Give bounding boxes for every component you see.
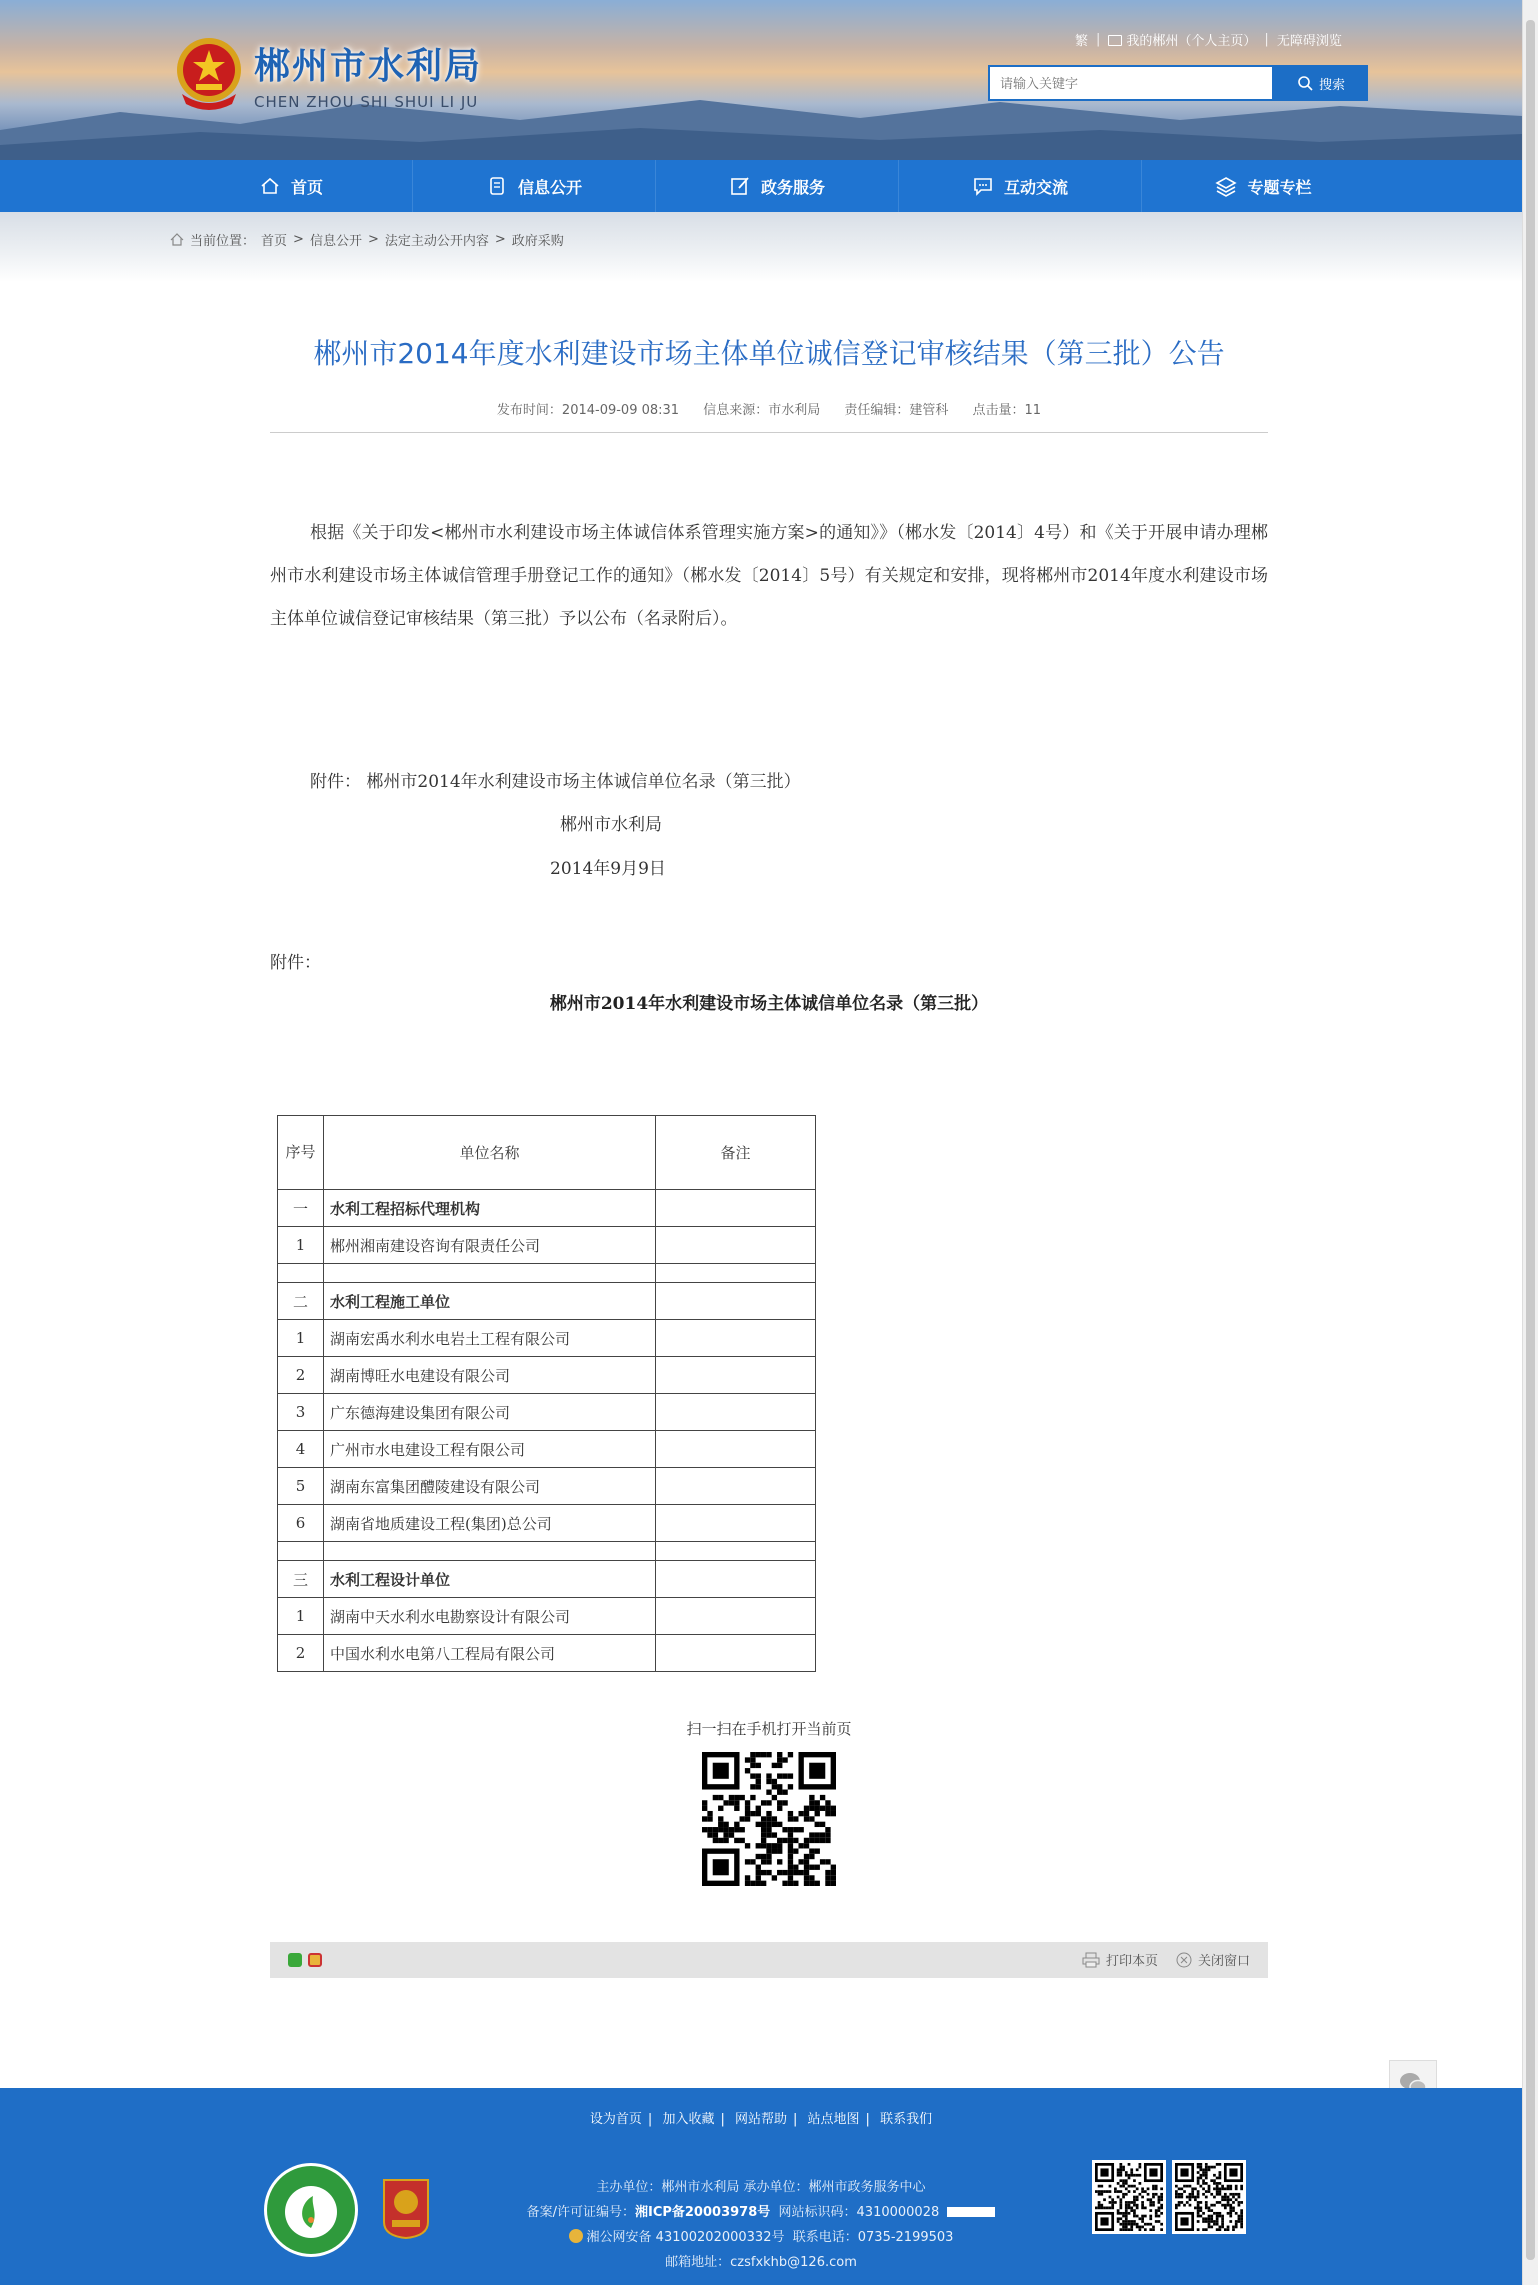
hit-count: 点击量：11 [972, 403, 1042, 418]
nav-government-services-label: 政务服务 [760, 177, 825, 197]
party-government-badge-icon[interactable] [380, 2178, 432, 2240]
page-qr-code [702, 1752, 836, 1886]
article-meta [270, 399, 1268, 418]
footer-qr-code-1 [1092, 2160, 1166, 2234]
main-nav [0, 160, 1522, 212]
cell-note [656, 1357, 816, 1394]
my-chenzhou-label: 我的郴州（个人主页） [1126, 34, 1257, 49]
top-links [1075, 30, 1342, 49]
site-code: 网站标识码：4310000028 [778, 2205, 940, 2220]
cell-seq: 3 [278, 1394, 324, 1431]
share-bar [270, 1942, 1268, 1978]
table-row [278, 1635, 816, 1672]
cell-note [656, 1542, 816, 1561]
table-row [278, 1190, 816, 1227]
nav-info-disclosure[interactable] [413, 160, 656, 212]
cell-seq: 三 [278, 1561, 324, 1598]
breadcrumb-separator: > [494, 232, 506, 247]
contact-phone: 联系电话：0735-2199503 [792, 2230, 954, 2245]
cell-seq: 1 [278, 1320, 324, 1357]
cell-note [656, 1598, 816, 1635]
cell-seq: 4 [278, 1431, 324, 1468]
table-header-row [278, 1116, 816, 1190]
table-title: 郴州市2014年水利建设市场主体诚信单位名录（第三批） [549, 994, 989, 1014]
nav-special-topics-label: 专题专栏 [1247, 177, 1312, 197]
nav-special-topics[interactable] [1142, 160, 1385, 212]
cell-unit-name [324, 1542, 656, 1561]
contact-us-link[interactable]: 联系我们 [880, 2112, 933, 2127]
footer-icp-line [0, 2201, 1522, 2220]
scrollbar-thumb[interactable] [1526, 20, 1535, 2260]
table-row-blank [278, 1264, 816, 1283]
breadcrumb-separator: > [293, 232, 304, 247]
nav-interaction[interactable] [899, 160, 1142, 212]
cell-seq [278, 1542, 324, 1561]
site-help-link[interactable]: 网站帮助 [734, 2112, 787, 2127]
cell-unit-name: 水利工程施工单位 [324, 1283, 656, 1320]
wechat-share-icon[interactable] [288, 1953, 302, 1967]
nav-info-disclosure-label: 信息公开 [517, 177, 582, 197]
home-icon [170, 233, 184, 246]
cell-seq: 二 [278, 1283, 324, 1320]
close-window-button[interactable] [1176, 1950, 1250, 1969]
cell-note [656, 1468, 816, 1505]
cell-note [656, 1190, 816, 1227]
table-row [278, 1283, 816, 1320]
separator: | [1096, 32, 1101, 47]
cell-note [656, 1635, 816, 1672]
traditional-chinese-link[interactable]: 繁 [1075, 34, 1089, 49]
attachment-line: 附件： 郴州市2014年水利建设市场主体诚信单位名录（第三批） [310, 772, 801, 792]
cell-seq: 5 [278, 1468, 324, 1505]
cell-seq: 2 [278, 1357, 324, 1394]
table-row [278, 1227, 816, 1264]
cell-unit-name: 湖南东富集团醴陵建设有限公司 [324, 1468, 656, 1505]
table-row [278, 1431, 816, 1468]
attachment-label: 附件： [270, 953, 321, 973]
search-button[interactable] [1274, 65, 1368, 101]
article-title: 郴州市2014年度水利建设市场主体单位诚信登记审核结果（第三批）公告 [313, 337, 1225, 370]
cell-seq: 2 [278, 1635, 324, 1672]
cell-note [656, 1283, 816, 1320]
cell-note [656, 1431, 816, 1468]
print-page-label: 打印本页 [1105, 1954, 1158, 1969]
breadcrumb-info-disclosure[interactable]: 信息公开 [309, 234, 362, 249]
site-footer [0, 2088, 1522, 2285]
publish-time: 发布时间：2014-09-09 08:31 [496, 403, 680, 418]
signer: 郴州市水利局 [560, 815, 662, 835]
page-scrollbar[interactable] [1522, 0, 1538, 2285]
table-row [278, 1357, 816, 1394]
cell-seq: 一 [278, 1190, 324, 1227]
cell-unit-name: 湖南博旺水电建设有限公司 [324, 1357, 656, 1394]
table-row [278, 1505, 816, 1542]
sign-date: 2014年9月9日 [550, 859, 666, 879]
chat-icon [972, 175, 994, 197]
cell-unit-name: 中国水利水电第八工程局有限公司 [324, 1635, 656, 1672]
breadcrumb-home[interactable]: 首页 [261, 234, 288, 249]
monitor-icon [1108, 35, 1122, 46]
breadcrumb-statutory-content[interactable]: 法定主动公开内容 [384, 234, 489, 249]
site-header [0, 0, 1522, 160]
cell-note [656, 1561, 816, 1598]
edit-icon [729, 175, 751, 197]
cell-unit-name: 湖南宏禹水利水电岩土工程有限公司 [324, 1320, 656, 1357]
cell-note [656, 1320, 816, 1357]
info-source: 信息来源：市水利局 [703, 403, 821, 418]
cell-seq [278, 1264, 324, 1283]
home-icon [259, 175, 281, 197]
header-note: 备注 [656, 1116, 816, 1190]
divider [270, 432, 1268, 433]
footer-police-line [0, 2226, 1522, 2245]
cell-unit-name [324, 1264, 656, 1283]
header-seq: 序号 [278, 1116, 324, 1190]
cell-unit-name: 郴州湘南建设咨询有限责任公司 [324, 1227, 656, 1264]
civilized-unit-badge-icon[interactable] [263, 2162, 359, 2258]
search-button-label: 搜索 [1318, 77, 1345, 93]
cnzz-icon[interactable] [947, 2207, 995, 2217]
search-bar [988, 65, 1368, 101]
document-icon [486, 175, 508, 197]
table-row-blank [278, 1542, 816, 1561]
nav-interaction-label: 互动交流 [1003, 177, 1068, 197]
qr-caption: 扫一扫在手机打开当前页 [686, 1720, 852, 1738]
unit-list-table [277, 1115, 816, 1672]
national-emblem-icon [172, 34, 246, 114]
nav-home-label: 首页 [290, 177, 323, 197]
separator: | [1264, 32, 1269, 47]
cell-note [656, 1394, 816, 1431]
site-subtitle: CHEN ZHOU SHI SHUI LI JU [254, 92, 479, 111]
header-unit-name: 单位名称 [324, 1116, 656, 1190]
table-row [278, 1394, 816, 1431]
footer-links: 设为首页 | 加入收藏 | 网站帮助 | 站点地图 | 联系我们 [589, 2112, 933, 2127]
breadcrumb-separator: > [367, 232, 379, 247]
cell-note [656, 1227, 816, 1264]
cell-seq: 6 [278, 1505, 324, 1542]
icp-label: 备案/许可证编号： [526, 2205, 635, 2220]
table-row [278, 1468, 816, 1505]
footer-sponsor: 主办单位：郴州市水利局 承办单位：郴州市政务服务中心 [596, 2180, 926, 2195]
cell-note [656, 1505, 816, 1542]
close-icon [1176, 1952, 1192, 1968]
cell-unit-name: 湖南省地质建设工程(集团)总公司 [324, 1505, 656, 1542]
cell-unit-name: 湖南中天水利水电勘察设计有限公司 [324, 1598, 656, 1635]
article-body: 根据《关于印发<郴州市水利建设市场主体诚信体系管理实施方案>的通知》》（郴水发〔2014〕4号）和《关于开展申请办理郴州市水利建设市场主体诚信管理手册登记工作的通知》（郴水发〔2014〕5号）有关规定和安排，现将郴州市2014年度水利建设市场主体单位诚信登记审核结果（第三批）予以公布（名录附后）。 [270, 523, 1268, 629]
cell-unit-name: 广州市水电建设工程有限公司 [324, 1431, 656, 1468]
set-homepage-link[interactable]: 设为首页 [589, 2112, 642, 2127]
cell-unit-name: 水利工程设计单位 [324, 1561, 656, 1598]
cell-seq: 1 [278, 1598, 324, 1635]
site-title: 郴州市水利局 [254, 45, 483, 87]
printer-icon [1082, 1952, 1100, 1968]
site-logo[interactable] [172, 34, 482, 114]
nav-home[interactable] [170, 160, 413, 212]
breadcrumb-procurement[interactable]: 政府采购 [511, 234, 564, 249]
footer-email: 邮箱地址：czsfxkhb@126.com [665, 2255, 857, 2270]
table-row [278, 1561, 816, 1598]
breadcrumb [170, 230, 564, 249]
close-window-label: 关闭窗口 [1197, 1954, 1250, 1969]
icp-link[interactable]: 湘ICP备20003978号 [634, 2205, 771, 2220]
weibo-share-icon[interactable] [308, 1953, 322, 1967]
footer-qr-code-2 [1172, 2160, 1246, 2234]
search-input[interactable] [988, 65, 1274, 101]
cell-unit-name: 水利工程招标代理机构 [324, 1190, 656, 1227]
police-record-link[interactable]: 湘公网安备 43100202000332号 [586, 2230, 785, 2245]
accessible-browse-link[interactable]: 无障碍浏览 [1276, 34, 1342, 49]
search-icon [1297, 75, 1313, 91]
nav-government-services[interactable] [656, 160, 899, 212]
breadcrumb-prefix: 当前位置： [190, 234, 256, 249]
my-chenzhou-link[interactable] [1108, 30, 1256, 49]
responsible-editor: 责任编辑：建管科 [844, 403, 949, 418]
table-row [278, 1320, 816, 1357]
police-badge-icon [569, 2229, 583, 2243]
cell-unit-name: 广东德海建设集团有限公司 [324, 1394, 656, 1431]
cell-seq: 1 [278, 1227, 324, 1264]
cell-note [656, 1264, 816, 1283]
sitemap-link[interactable]: 站点地图 [807, 2112, 860, 2127]
table-row [278, 1598, 816, 1635]
layers-icon [1215, 175, 1237, 197]
add-favorite-link[interactable]: 加入收藏 [662, 2112, 715, 2127]
print-page-button[interactable] [1082, 1950, 1158, 1969]
